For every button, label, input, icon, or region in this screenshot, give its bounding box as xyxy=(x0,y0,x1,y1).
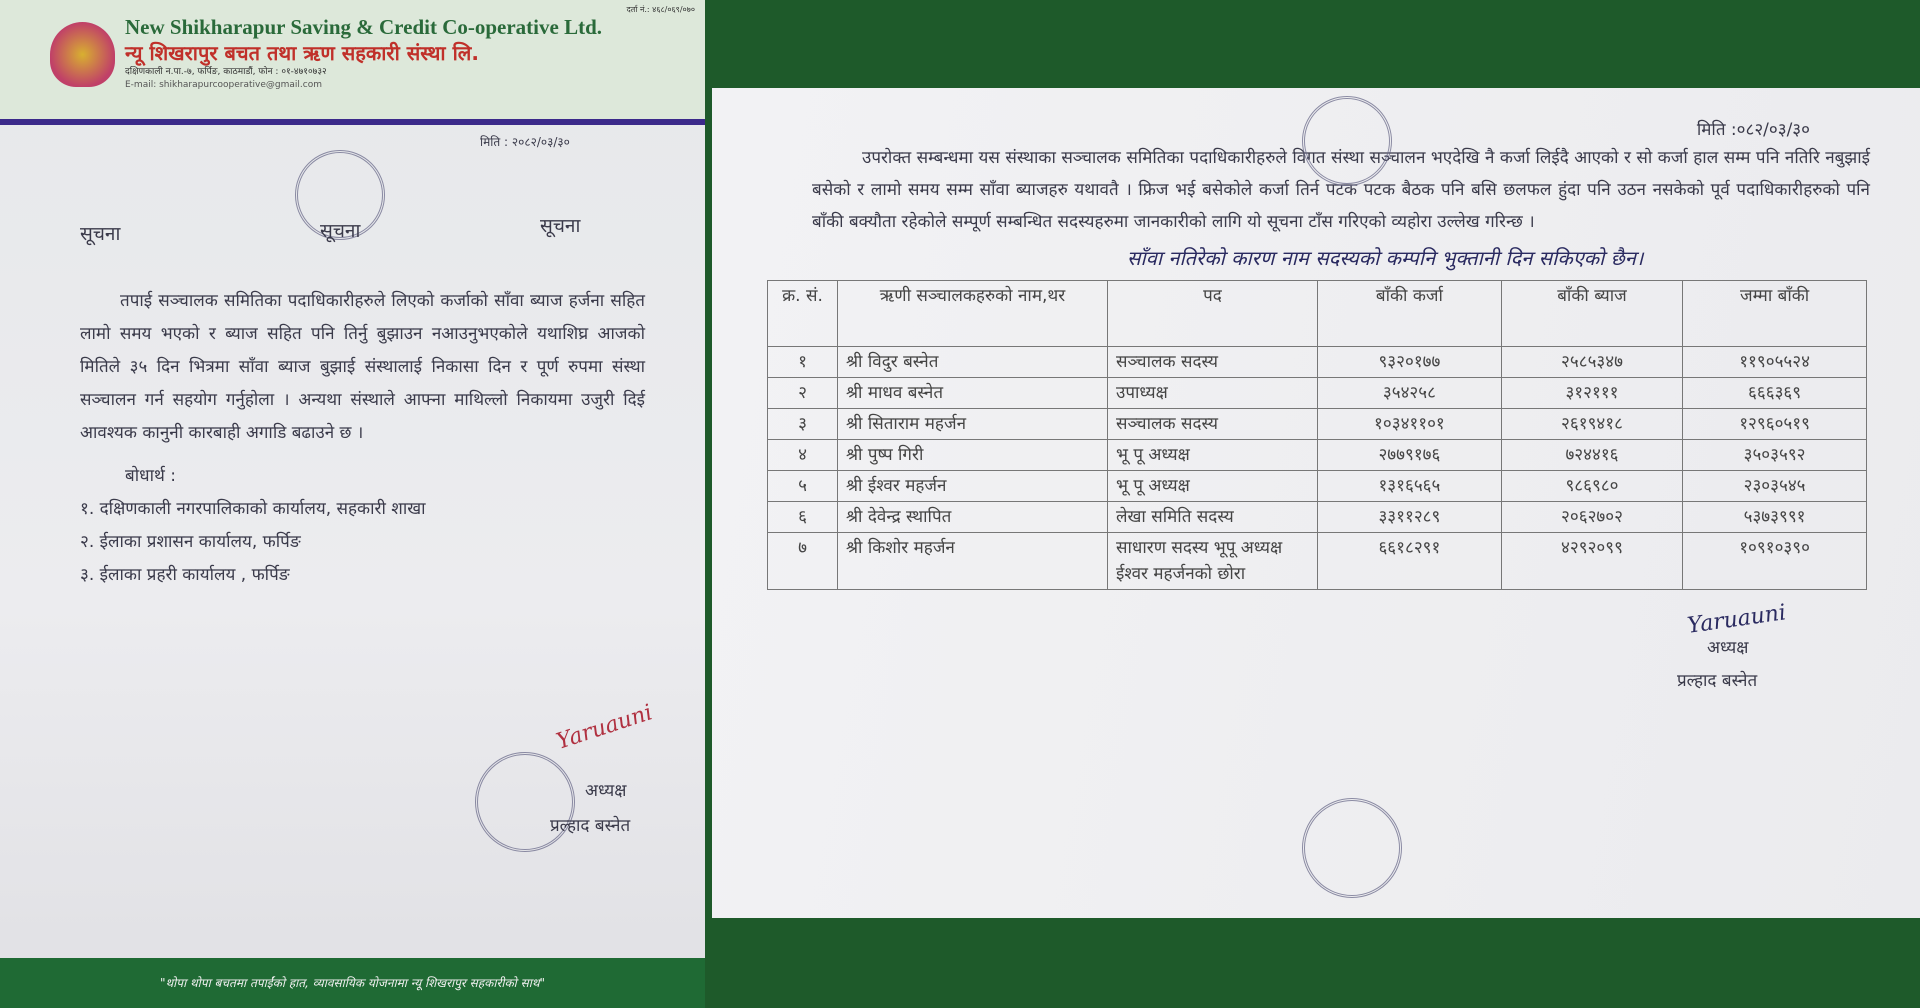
footer-slogan: "थोपा थोपा बचतमा तपाईंको हात, व्यावसायिक योजनामा न्यू शिखरापुर सहकारीको साथ" xyxy=(0,958,705,1008)
goddess-logo-icon xyxy=(50,22,115,87)
heading-2: सूचना xyxy=(320,220,361,242)
cell-loan: ६६१८२९१ xyxy=(1318,533,1502,590)
cell-total: २३०३५४५ xyxy=(1683,471,1867,502)
cell-name: श्री सिताराम महर्जन xyxy=(838,409,1108,440)
sign-name: प्रल्हाद बस्नेत xyxy=(550,816,631,836)
handwritten-note: साँवा नतिरेको कारण नाम सदस्यको कम्पनि भुक्तानी दिन सकिएको छैन। xyxy=(1127,246,1644,270)
cell-total: ३५०३५९२ xyxy=(1683,440,1867,471)
cell-post: साधारण सदस्य भूपू अध्यक्ष ईश्वर महर्जनको छोरा xyxy=(1108,533,1318,590)
left-notice-page xyxy=(0,0,705,1008)
cell-loan: ३५४२५८ xyxy=(1318,378,1502,409)
col-loan: बाँकी कर्जा xyxy=(1318,281,1502,347)
cell-total: ११९०५५२४ xyxy=(1683,347,1867,378)
cc-item-1: १. दक्षिणकाली नगरपालिकाको कार्यालय, सहकारी शाखा xyxy=(80,499,426,519)
cell-serial: ५ xyxy=(768,471,838,502)
cell-post: सञ्चालक सदस्य xyxy=(1108,347,1318,378)
cell-total: ५३७३९९१ xyxy=(1683,502,1867,533)
cell-interest: ७२४४१६ xyxy=(1501,440,1682,471)
outstanding-loans-table xyxy=(767,280,1867,590)
right-notice-page xyxy=(712,88,1920,918)
cc-item-2: २. ईलाका प्रशासन कार्यालय, फर्पिङ xyxy=(80,532,301,552)
cell-serial: २ xyxy=(768,378,838,409)
cell-post: लेखा समिति सदस्य xyxy=(1108,502,1318,533)
cell-serial: ७ xyxy=(768,533,838,590)
col-name: ऋणी सञ्चालकहरुको नाम,थर xyxy=(838,281,1108,347)
heading-3: सूचना xyxy=(540,215,581,237)
cell-interest: ३१२१११ xyxy=(1501,378,1682,409)
cell-serial: ६ xyxy=(768,502,838,533)
sign-title: अध्यक्ष xyxy=(1707,638,1749,658)
table-row xyxy=(768,440,1867,471)
notice-date: मिति : २०८२/०३/३० xyxy=(480,135,570,149)
cell-name: श्री पुष्प गिरी xyxy=(838,440,1108,471)
cell-post: सञ्चालक सदस्य xyxy=(1108,409,1318,440)
signature: Yaruauni xyxy=(553,700,656,755)
cell-post: भू पू अध्यक्ष xyxy=(1108,471,1318,502)
cell-interest: २५८५३४७ xyxy=(1501,347,1682,378)
table-row xyxy=(768,533,1867,590)
col-post: पद xyxy=(1108,281,1318,347)
org-email: E-mail: shikharapurcooperative@gmail.com xyxy=(125,80,322,90)
cell-interest: ९८६९८० xyxy=(1501,471,1682,502)
cell-name: श्री ईश्वर महर्जन xyxy=(838,471,1108,502)
cell-loan: ३३११२८९ xyxy=(1318,502,1502,533)
cell-total: १०९१०३९० xyxy=(1683,533,1867,590)
cell-loan: १०३४११०१ xyxy=(1318,409,1502,440)
cell-name: श्री विदुर बस्नेत xyxy=(838,347,1108,378)
notice-date: मिति :०८२/०३/३० xyxy=(1696,120,1810,140)
cc-item-3: ३. ईलाका प्रहरी कार्यालय , फर्पिङ xyxy=(80,565,290,585)
org-name-nepali: न्यू शिखरापुर बचत तथा ऋण सहकारी संस्था लि. xyxy=(125,41,479,65)
cell-serial: ३ xyxy=(768,409,838,440)
table-row xyxy=(768,471,1867,502)
table-row xyxy=(768,409,1867,440)
seal-stamp-bottom xyxy=(1302,798,1402,898)
registration-number: दर्ता नं.: ४६८/०६९/०७० xyxy=(626,5,695,14)
heading-1: सूचना xyxy=(80,223,121,245)
sign-name: प्रल्हाद बस्नेत xyxy=(1677,671,1758,691)
notice-content xyxy=(80,285,645,592)
cell-interest: ४२९२०९९ xyxy=(1501,533,1682,590)
cell-interest: २०६२७०२ xyxy=(1501,502,1682,533)
cell-total: १२९६०५१९ xyxy=(1683,409,1867,440)
cell-interest: २६१९४१८ xyxy=(1501,409,1682,440)
col-interest: बाँकी ब्याज xyxy=(1501,281,1682,347)
cell-total: ६६६३६९ xyxy=(1683,378,1867,409)
cell-serial: १ xyxy=(768,347,838,378)
notice-body: तपाई सञ्चालक समितिका पदाधिकारीहरुले लिएको कर्जाको साँवा ब्याज हर्जना सहित लामो समय भएको र ब्याज सहित पनि तिर्नु बुझाउन नआउनुभएकोले यथाशिघ्र आजको मितिले ३५ दिन भित्रमा साँवा ब्याज बुझाई संस्थालाई निकासा दिन र पूर्ण रुपमा संस्था सञ्चालन गर्न सहयोग गर्नुहोला । अन्यथा संस्थाले आफ्ना माथिल्लो निकायमा उजुरी दिई आवश्यक कानुनी कारबाही अगाडि बढाउने छ । xyxy=(80,291,645,443)
cell-name: श्री देवेन्द्र स्थापित xyxy=(838,502,1108,533)
signature-block xyxy=(1647,602,1870,698)
org-address: दक्षिणकाली न.पा.-७, फर्पिङ, काठमाडौं, फोन : ०१-४७१०७३२ xyxy=(125,67,327,77)
cell-post: भू पू अध्यक्ष xyxy=(1108,440,1318,471)
cell-serial: ४ xyxy=(768,440,838,471)
cell-loan: ९३२०१७७ xyxy=(1318,347,1502,378)
cc-label: बोधार्थ : xyxy=(125,466,176,486)
table-header-row xyxy=(768,281,1867,347)
table-row xyxy=(768,378,1867,409)
table-row xyxy=(768,502,1867,533)
sign-title: अध्यक्ष xyxy=(585,781,627,801)
cell-loan: १३१६५६५ xyxy=(1318,471,1502,502)
col-total: जम्मा बाँकी xyxy=(1683,281,1867,347)
table-row xyxy=(768,347,1867,378)
col-serial: क्र. सं. xyxy=(768,281,838,347)
cell-name: श्री माधव बस्नेत xyxy=(838,378,1108,409)
org-name-english: New Shikharapur Saving & Credit Co-operative Ltd. xyxy=(125,15,603,39)
cell-name: श्री किशोर महर्जन xyxy=(838,533,1108,590)
signature: Yaruauni xyxy=(1685,600,1788,639)
cell-loan: २७७९१७६ xyxy=(1318,440,1502,471)
letterhead xyxy=(0,0,705,125)
cell-post: उपाध्यक्ष xyxy=(1108,378,1318,409)
notice-body: उपरोक्त सम्बन्धमा यस संस्थाका सञ्चालक समितिका पदाधिकारीहरुले विगत संस्था सञ्चालन भएदेखि नै कर्जा लिईदै आएको र सो कर्जा हाल सम्म पनि नतिरि नबुझाई बसेको र लामो समय सम्म साँवा ब्याजहरु यथावतै । फ्रिज भई बसेकोले कर्जा तिर्न पटक पटक बैठक पनि बसि छलफल हुंदा पनि उठन नसकेको पूर्व पदाधिकारीहरुको पनि बाँकी बक्यौता रहेकोले सम्पूर्ण सम्बन्धित सदस्यहरुमा जानकारीको लागि यो सूचना टाँस गरिएको व्यहोरा उल्लेख गरिन्छ । xyxy=(812,148,1870,232)
